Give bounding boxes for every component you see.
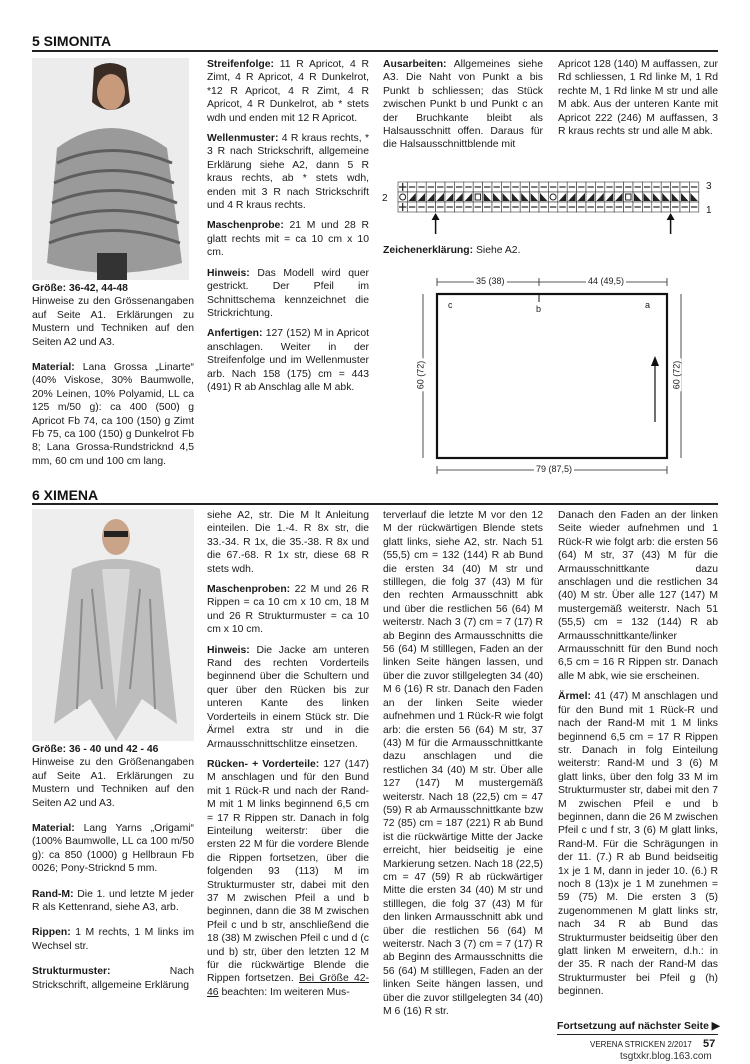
legend-label: Zeichenerklärung: [383,245,474,256]
material-label: Material: [32,362,75,374]
gauge-label: Maschenproben: [207,584,291,596]
edge-text: Die 1. und letzte M jeder R als Kettenrand, siehe A3, arb. [32,888,195,914]
stripes-text: 11 R Apricot, 4 R Zimt, 4 R Apricot, 4 R Dunkelrot, *12 R Apricot, 4 R Zimt, 4 R Apricot, 4 R Dunkelrot, ab * stets wdh und enden mit 12 R Apricot. [207,59,369,124]
section-divider [32,50,718,52]
finish-text: Allgemeines siehe A3. Die Naht von Punkt a bis Punkt b schliessen; das Stück zwischen Punkt b und Punkt c an der Bruchkante bleibt als Halsausschnitt offen. Daraus für die Halsausschnittblende mit [383,59,543,151]
rib-label: Rippen: [32,927,71,939]
size-label: Größe: [32,283,67,294]
body-text-end: Danach den Faden an der linken Seite wieder aufnehmen und 1 Rück-R wie folgt arb: die ersten 56 (64) M str, 37 (43) M für die Armausschnittkante dazu anschlagen und die restlichen 34 (40) M str. Über alle 127 (147) M mustergemäß weiterstr. Nach 51 (55,5) cm = 132 (144) R ab Armausschnittkante/linker Armausschnitt für den Bund noch 6,5 cm = 16 R Rippen str. Danach alle M abk, wie sie erscheinen. [558,510,718,682]
struct-label: Strukturmuster: [32,966,111,978]
column-s6-2 [207,509,369,1006]
column-s5-2 [207,58,369,401]
size-value: 36 - 40 und 42 - 46 [68,744,159,755]
model-photo-ximena [32,509,194,741]
section-divider [32,503,718,505]
material-label: Material: [32,823,75,835]
schema-point-a: a [645,300,651,310]
watermark-text: tsgtxkr.blog.163.com [620,1051,712,1062]
chart-row-label-1: 1 [706,205,712,216]
sleeve-text: 41 (47) M anschlagen und für den Bund mit 1 Rück-R und nach der Rand-M mit 1 M links beginnend 6,5 cm = 17 R Rippen str. Danach in folg Einteilung weiterstr: Rand-M und 3 (6) M glatt links, über den folg 33 M im Strukturmuster str, dabei mit den 7 M zwischen Pfeil e und b beginnen, dann die 26 M zwischen Pfeil c und f str, 3 (6) M glatt links, Rand-M. Für die Schrägungen in der 11. (7.) R ab Bund beidseitig 1x je 1 M, dann in jeder 10. (6.) R noch 8 (13)x je 1 M zunehmen = 59 (75) M. Die ersten 3 (5) zugenommenen M glatt links str, nach 34 R ab Bund das Strukturmuster beidseitig über den glatt linken M erweitern, d.h.: in der 35. R nach der Rand-M das Strukturmuster bei Pfeil g (h) beginnen. [558,691,719,998]
size-note: Hinweise zu den Grössenangaben auf Seite A1. Erklärungen zu Mustern und Techniken auf den Seiten A2 und A3. [32,296,194,348]
schema-point-b: b [536,304,542,314]
hint-label: Hinweis: [207,267,250,279]
section-title-simonita: 5 SIMONITA [32,33,112,49]
chart-row-label-3: 3 [706,181,712,192]
gauge-label: Maschenprobe: [207,220,284,232]
struct-text-cont: siehe A2, str. Die M lt Anleitung einteilen. Die 1.-4. R 8x str, die 33.-34. R 1x, die 35.-38. R 8x und die 67.-68. R 1x str, diese 68 R stets wdh. [207,510,369,575]
section-title-ximena: 6 XIMENA [32,487,99,503]
model-photo-simonita [32,58,189,280]
chart-row-label-2: 2 [382,193,388,204]
column-s6-1 [32,743,194,999]
column-s5-4 [558,58,718,145]
magazine-name: VERENA STRICKEN 2/2017 [590,1040,692,1049]
chart-repeat-arrow-left-head [432,213,440,220]
knitting-chart [382,176,718,236]
size-note-link: Bei Größe 42-46 [207,973,370,998]
wave-label: Wellenmuster: [207,133,279,145]
schema-bottom-dim: 79 (87,5) [536,464,573,474]
schema-left-dim: 60 (72) [415,360,426,390]
wave-text: 4 R kraus rechts, * 3 R nach Strickschrift, allgemeine Erklärung siehe A2, dann 5 R kraus rechts, ab * stets wdh, enden mit 3 R nach Strickschrift und 4 R kraus rechts. [207,133,370,212]
schema-right-dim: 60 (72) [671,360,682,390]
hint-label: Hinweis: [207,644,250,656]
continue-note: Fortsetzung auf nächster Seite ▶ [557,1021,720,1032]
sleeve-label: Ärmel: [558,691,591,703]
size-label: Größe: [32,744,67,755]
column-s5-3 [383,58,543,159]
rib-text: 1 M rechts, 1 M links im Wechsel str. [32,927,195,952]
finish-label: Ausarbeiten: [383,59,447,70]
gauge-text: 21 M und 28 R glatt rechts mit = ca 10 cm x 10 cm. [207,220,369,259]
make-text: 127 (152) M in Apricot anschlagen. Weiter in der Streifenfolge und im Wellenmuster arb. Nach 158 (175) cm = 443 (491) R ab Anschlag alle M abk. [207,328,369,393]
body-text: 127 (147) M anschlagen und für den Bund mit 1 Rück-R und nach der Rand-M mit 1 M links beginnend 6,5 cm = 17 R Rippen str. Danach in folg Einteilung weiterstr: über die ersten 22 M für die vordere Blende die Rippen fortsetzen, über die folgenden 93 (113) M im Strukturmuster str, dabei mit den 37 M zwischen Pfeil a und b beginnen, dann die 38 M zwischen Pfeil c und b str, anschließend die 18 (38) M zwischen Pfeil c und d (c und b) str, über den letzten 12 M für die rückwärtige Blende die Rippen fortsetzen. [207,758,369,985]
body-tail: beachten: Im weiteren Mus- [221,986,350,998]
make-label: Anfertigen: [207,328,263,340]
schema-point-c: c [448,300,453,310]
material-text: Lang Yarns „Origami“ (100% Baumwolle, LL ca 100 m/50 g): ca 850 (1000) g Hellbraun Fb 0026; Pony-Stricknd 5 mm. [32,823,194,875]
column-s6-4 [558,509,718,1006]
column-s6-3 [383,509,543,1025]
size-note: Hinweise zu den Größenangaben auf Seite A1. Erklärungen zu Mustern und Techniken auf den Seiten A2 und A3. [32,757,194,809]
gauge-text: 22 M und 26 R Rippen = ca 10 cm x 10 cm, 18 M und 26 R Strukturmuster = ca 10 cm x 10 cm. [207,584,369,636]
chart-repeat-arrow-right-head [667,213,675,220]
struct-text: Nach Strickschrift, allgemeine Erklärung [32,966,194,991]
schema-top-right: 44 (49,5) [588,276,625,286]
size-value: 36-42, 44-48 [68,283,128,294]
stripes-label: Streifenfolge: [207,59,274,70]
legend-text: Siehe A2. [475,245,521,256]
finish-text-2: Apricot 128 (140) M auffassen, zur Rd schliessen, 1 Rd linke M, 1 Rd rechte M, 1 Rd linke M str und alle M abk. Aus der unteren Kante mit Apricot 222 (246) M auffassen, 3 R kraus rechts str und alle M abk. [558,59,718,138]
material-text: Lana Grossa „Linarte“ (40% Viskose, 30% Baumwolle, 20% Leinen, 10% Polyamid, LL ca 125 m/50 g): ca 400 (500) g Apricot Fb 74, ca 100 (150) g Zimt Fb 75, ca 100 (150) g Dunkelrot Fb 8; Lana Grossa-Rundstricknd 4,5 mm, 60 cm und 100 cm lang. [32,362,195,467]
body-text-cont: terverlauf die letzte M vor den 12 M der rückwärtigen Blende stets glatt links, siehe A2, str. Nach 51 (55,5) cm = 132 (144) R ab Bund die ersten 34 (40) M str und stilllegen, die folg 37 (43) M für den rechten Armausschnitt abk und über die restlichen 56 (64) M weiterstr. Nach 3 (7) cm = 7 (17) R ab Beginn des Armausschnitts die 56 (64) M stilllegen, Faden an der linken Seite hängen lassen, und über die zuvor stillgelegten 34 (40) M 6 (16) R str. Danach den Faden an der linken Seite wieder aufnehmen und 1 Rück-R wie folgt arb: die ersten 56 (64) M str, 37 (43) M für die Armausschnittkante dazu anschlagen und die restlichen 34 (40) M str. Über alle 127 (147) M mustergemäß weiterstr. Nach 18 (22,5) cm = 47 (59) R ab Armausschnittkante bzw 72 (85) cm = 187 (221) R ab Bund ist die rückwärtige Mitte der Jacke erreicht, hier beidseitig je eine Markierung setzen. Nach 18 (22,5) cm = 47 (59) R ab rückwärtiger Mitte die ersten 34 (40) M str und stilllegen, die folg 37 (43) M für den linken Armausschnitt abk und über die restlichen 56 (64) M weiterstr. Nach 3 (7) cm = 7 (17) R ab Beginn des Armausschnitts die 56 (64) M stilllegen, Faden an der linken Seite hängen lassen, und über die zuvor stillgelegten 34 (40) M 6 (16) R str. [383,510,543,1018]
body-label: Rücken- + Vorderteile: [207,758,320,770]
edge-label: Rand-M: [32,888,74,900]
schema-top-left: 35 (38) [476,276,505,286]
hint-text: Die Jacke am unteren Rand des rechten Vorderteils beginnend über die Schultern und quer über den Rücken bis zur unteren Kante des linken Vorderteils in einem Stück str. Die Ärmel extra str und in die Armausschnittschlitze einsetzen. [207,644,369,750]
page-number: 57 [703,1038,716,1050]
hint-text: Das Modell wird quer gestrickt. Der Pfeil im Schnittschema kennzeichnet die Strickrichtung. [207,267,369,319]
footer-rule [557,1034,718,1035]
legend-line [383,245,520,256]
column-s5-1 [32,282,194,475]
